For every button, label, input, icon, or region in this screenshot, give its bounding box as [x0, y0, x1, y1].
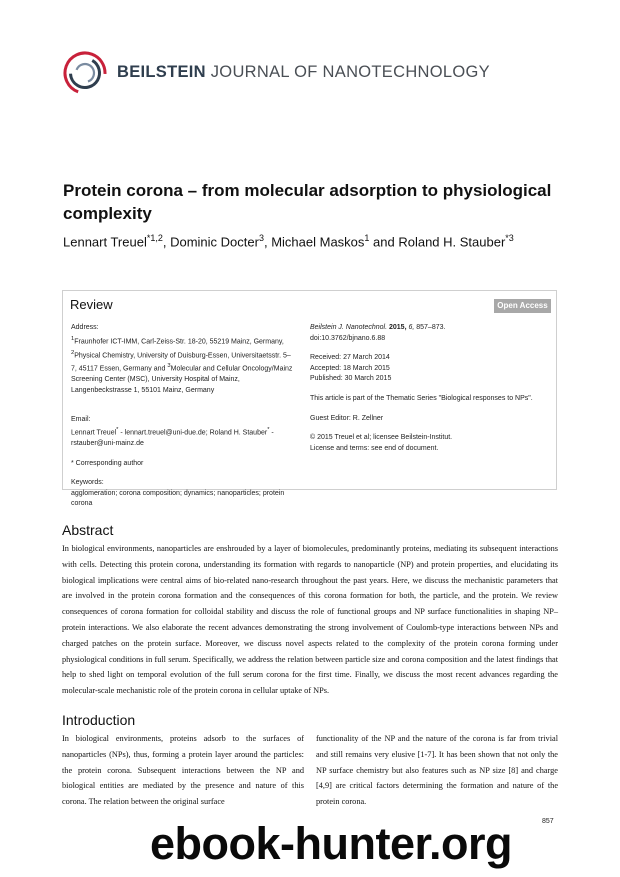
copyright: © 2015 Treuel et al; licensee Beilstein-Institut. [310, 434, 453, 442]
address-text: $^1$Fraunhofer ICT-IMM, Carl-Zeiss-Str. 18-20, 55219 Mainz, Germany, $^2$Physical Chemistry, University of Duisburg-Essen, Universitaetsstr. 5–7, 45117 Essen, Germany and $^3$Molecular and Cellular Oncology/Mainz Screening Center (MSC), University Hospital of Mainz, Langenbeckstrasse 1, 55101 Mainz, Germany [71, 335, 293, 394]
article-type-label: Review [70, 297, 113, 312]
license-note: License and terms: see end of document. [310, 444, 439, 452]
watermark: ebook-hunter.org [150, 818, 512, 869]
info-right-column [310, 323, 550, 454]
journal-name: BEILSTEIN JOURNAL OF NANOTECHNOLOGY [117, 63, 490, 81]
abstract-heading: Abstract [62, 522, 114, 538]
corresponding-note: * Corresponding author [71, 459, 144, 467]
keywords-text: agglomeration; corona composition; dynamics; nanoparticles; protein corona [71, 489, 285, 508]
published-date: Published: 30 March 2015 [310, 375, 392, 383]
keywords-label: Keywords: [71, 479, 104, 487]
info-left-column [71, 323, 296, 510]
author-list: Lennart Treuel$^{*1,2}$, Dominic Docter$^3$, Michael Maskos$^1$ and Roland H. Stauber$^{*3}$ [63, 233, 514, 250]
received-date: Received: 27 March 2014 [310, 354, 390, 362]
page-number: 857 [542, 818, 554, 825]
author-name: Michael Maskos [271, 234, 365, 250]
introduction-heading: Introduction [62, 712, 136, 728]
email-text[interactable]: Lennart Treuel* - lennart.treuel@uni-due.de; Roland H. Stauber* - rstauber@uni-mainz.de [71, 427, 274, 448]
accepted-date: Accepted: 18 March 2015 [310, 364, 390, 372]
author-name: Dominic Docter [170, 234, 259, 250]
abstract-text: In biological environments, nanoparticles are enshrouded by a layer of biomolecules, predominantly proteins, mediating its subsequent interactions with cells. Detecting this protein corona, understanding its formation with regards to nanoparticle (NP) and protein properties, and elucidating its biological implications were central aims of bio-related nano-research throughout the past years. Here, we discuss the mechanistic parameters that are involved in the protein corona formation and the consequences of this corona formation for both, the particle, and the protein. We review consequences of corona formation for colloidal stability and discuss the role of functional groups and NP surface functionalities in shaping NP–protein interactions. We also elaborate the recent advances demonstrating the strong involvement of Coulomb-type interactions between NPs and charged patches on the protein surface. Moreover, we discuss novel aspects related to the complexity of the protein corona forming under physiological conditions in full serum. Specifically, we address the relation between particle size and corona composition and the latest findings that help to shed light on temporal evolution of the full serum corona for the first time. Finally, we discuss the most recent advances regarding the molecular-scale mechanistic role of the protein corona in cellular uptake of NPs. [62, 544, 558, 696]
series-note: This article is part of the Thematic Series "Biological responses to NPs". [310, 394, 533, 402]
author-name: Lennart Treuel [63, 234, 147, 250]
guest-editor: Guest Editor: R. Zellner [310, 414, 384, 422]
author-name: Roland H. Stauber [398, 234, 506, 250]
email-label: Email: [71, 415, 91, 423]
doi-link[interactable]: doi:10.3762/bjnano.6.88 [310, 334, 386, 342]
article-title: Protein corona – from molecular adsorption to physiological complexity [63, 181, 552, 223]
address-label: Address: [71, 324, 99, 331]
open-access-badge: Open Access [494, 299, 551, 313]
introduction-right-column: functionality of the NP and the nature of the corona is far from trivial and still remains very elusive [1-7]. It has been shown that not only the NP surface chemistry but also features such as NP size [8] and charge [4,9] are critical factors determining the formation and nature of the protein corona. [316, 734, 558, 807]
introduction-left-column: In biological environments, proteins adsorb to the surfaces of nanoparticles (NPs), thus, forming a protein layer around the particles: the protein corona. Subsequent interactions between the NP and biological entities are mediated by the presence and nature of this corona. The relation between the original surface [62, 734, 304, 807]
citation: Beilstein J. Nanotechnol. 2015, 6, 857–873. [310, 324, 446, 331]
journal-logo-icon [62, 50, 108, 96]
